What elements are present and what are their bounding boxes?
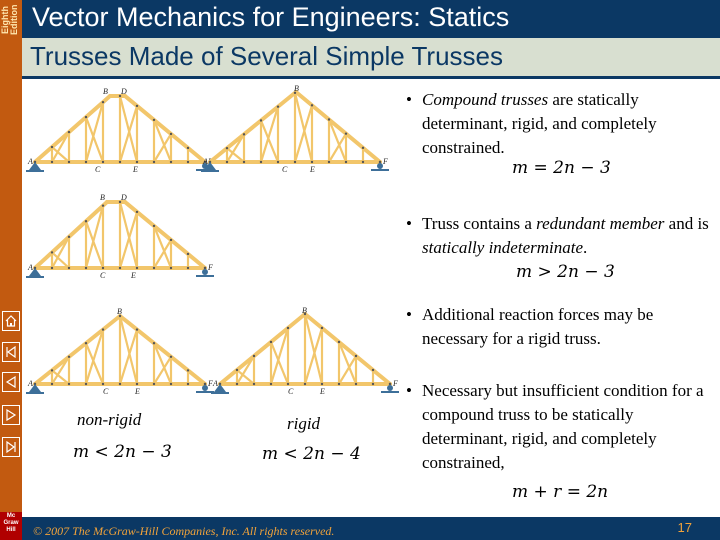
truss-joint-label: A: [28, 379, 33, 388]
truss-joint: [287, 383, 289, 385]
truss-joint: [187, 383, 189, 385]
previous-page-icon: [4, 375, 18, 389]
truss-joint-label: B: [117, 307, 122, 316]
truss-joint: [170, 356, 172, 358]
truss-joint: [136, 383, 138, 385]
truss-joint: [355, 355, 357, 357]
first-page-button[interactable]: [2, 342, 20, 362]
truss-joint-label: A: [213, 379, 218, 388]
bullet-marker: •: [406, 381, 412, 400]
last-page-button[interactable]: [2, 437, 20, 457]
truss-joint: [328, 161, 330, 163]
logo-line: Graw: [3, 520, 19, 526]
home-icon: [4, 314, 18, 328]
truss-joint: [321, 383, 323, 385]
truss-joint: [136, 211, 138, 213]
bullet-body: Truss contains a: [422, 214, 537, 233]
truss-joint: [153, 383, 155, 385]
truss-support-base: [26, 392, 44, 394]
truss-joint: [379, 161, 381, 163]
truss-top-chord: [220, 314, 305, 384]
truss-joint: [236, 369, 238, 371]
subheader-bar: [22, 38, 720, 76]
truss-joint: [170, 383, 172, 385]
truss-joint: [236, 383, 238, 385]
edition-label: [1, 2, 21, 38]
truss-support-base: [201, 170, 219, 172]
truss-joint: [328, 118, 330, 120]
bullet-marker: •: [406, 214, 412, 233]
truss-joint: [187, 253, 189, 255]
sidebar: [0, 0, 22, 540]
next-page-button[interactable]: [2, 405, 20, 425]
truss-joint: [153, 119, 155, 121]
bullet-text: [406, 88, 711, 160]
truss-joint: [136, 267, 138, 269]
equation-rigid: m < 2n − 4: [262, 444, 361, 464]
bullet-text: [406, 212, 711, 260]
truss-support-base: [26, 170, 44, 172]
truss-joint: [68, 383, 70, 385]
truss-joint: [372, 383, 374, 385]
truss-joint: [253, 383, 255, 385]
truss-top-chord: [120, 316, 205, 384]
bullet-body: are statically determinant, rigid, and completely constrained.: [422, 90, 657, 157]
truss-support-base: [196, 275, 214, 277]
footer-bar: [22, 517, 720, 540]
slide-title: Trusses Made of Several Simple Trusses: [30, 41, 503, 71]
truss-figure-compound-2: [200, 84, 400, 180]
first-page-icon: [4, 345, 18, 359]
truss-joint-label: B: [100, 193, 105, 202]
truss-joint: [338, 383, 340, 385]
header-rule: [22, 76, 720, 79]
truss-joint-label: E: [131, 271, 136, 280]
truss-joint: [226, 161, 228, 163]
truss-joint-label: C: [288, 387, 294, 396]
truss-joint: [270, 341, 272, 343]
truss-joint: [311, 104, 313, 106]
truss-joint: [170, 267, 172, 269]
truss-joint: [270, 383, 272, 385]
truss-joint-label: C: [100, 271, 106, 280]
truss-joint: [102, 328, 104, 330]
bullet-text: Necessary but insufficient condition for a compound truss to be statically determinant, rigid, and completely constrained,: [422, 381, 704, 472]
truss-joint: [51, 146, 53, 148]
truss-joint: [136, 105, 138, 107]
truss-joint: [51, 161, 53, 163]
truss-joint-label: F: [393, 379, 398, 388]
truss-joint: [119, 267, 121, 269]
truss-support-base: [26, 276, 44, 278]
truss-joint-label: A: [28, 263, 33, 272]
last-page-icon: [4, 440, 18, 454]
truss-joint: [51, 383, 53, 385]
truss-joint: [277, 105, 279, 107]
truss-joint: [389, 383, 391, 385]
truss-top-chord: [210, 92, 296, 162]
truss-joint: [226, 147, 228, 149]
truss-joint: [68, 267, 70, 269]
truss-joint: [321, 327, 323, 329]
bullet-compound-trusses: [406, 88, 711, 160]
truss-joint-label: F: [383, 157, 388, 166]
mcgraw-hill-logo: [0, 512, 22, 540]
truss-figure-nonrigid: [25, 306, 225, 402]
truss-joint: [153, 267, 155, 269]
truss-joint: [304, 383, 306, 385]
truss-support-base: [371, 169, 389, 171]
truss-joint: [260, 161, 262, 163]
truss-figure-compound-1: [25, 84, 225, 180]
truss-web-member: [52, 147, 69, 162]
truss-joint: [51, 251, 53, 253]
truss-joint-label: F: [208, 263, 213, 272]
previous-page-button[interactable]: [2, 372, 20, 392]
truss-top-chord: [305, 314, 390, 384]
truss-joint: [85, 267, 87, 269]
truss-joint: [68, 356, 70, 358]
truss-joint-label: C: [103, 387, 109, 396]
truss-joint: [170, 133, 172, 135]
logo-line: Hill: [6, 527, 16, 533]
truss-joint-label: D: [121, 193, 127, 202]
truss-support-base: [211, 392, 229, 394]
truss-joint: [102, 161, 104, 163]
copyright-text: © 2007 The McGraw-Hill Companies, Inc. All rights reserved.: [33, 524, 335, 538]
truss-top-chord: [35, 202, 107, 268]
book-title: Vector Mechanics for Engineers: Statics: [32, 2, 510, 32]
truss-joint: [136, 161, 138, 163]
truss-joint: [287, 327, 289, 329]
home-button[interactable]: [2, 311, 20, 331]
header-bar: [22, 0, 720, 38]
edition-line-1: Eighth: [0, 6, 10, 34]
truss-joint: [362, 147, 364, 149]
truss-joint: [204, 383, 206, 385]
bullet-marker: •: [406, 90, 412, 109]
truss-joint: [85, 383, 87, 385]
bullet-necessary-condition: [406, 379, 716, 475]
logo-line: Mc: [6, 513, 16, 519]
truss-joint-label: E: [320, 387, 325, 396]
truss-joint: [102, 101, 104, 103]
edition-line-2: Edition: [9, 4, 19, 36]
truss-joint: [355, 383, 357, 385]
truss-joint-label: C: [282, 165, 288, 174]
truss-joint: [68, 236, 70, 238]
truss-joint: [311, 161, 313, 163]
truss-joint-label: A: [203, 157, 208, 166]
equation-necessary: m + r = 2n: [512, 482, 609, 502]
truss-joint: [170, 239, 172, 241]
truss-joint: [345, 132, 347, 134]
truss-joint-label: F: [208, 379, 213, 388]
caption-nonrigid: non-rigid: [77, 410, 142, 429]
truss-joint: [68, 131, 70, 133]
bullet-term: redundant member: [536, 214, 665, 233]
truss-joint: [85, 116, 87, 118]
bullet-body: and is: [664, 214, 709, 233]
truss-joint-label: E: [135, 387, 140, 396]
truss-joint: [85, 220, 87, 222]
truss-joint: [362, 161, 364, 163]
truss-joint-label: E: [310, 165, 315, 174]
caption-rigid: rigid: [287, 414, 321, 433]
truss-joint: [119, 383, 121, 385]
truss-joint: [85, 161, 87, 163]
truss-joint: [102, 383, 104, 385]
truss-joint: [187, 267, 189, 269]
truss-joint: [153, 161, 155, 163]
truss-figure-redundant: [25, 190, 225, 286]
page-number: 17: [677, 520, 692, 535]
bullet-marker: •: [406, 305, 412, 324]
truss-joint: [102, 204, 104, 206]
truss-joint: [260, 119, 262, 121]
bullet-redundant-member: [406, 212, 711, 260]
equation-nonrigid: m < 2n − 3: [73, 442, 172, 462]
truss-joint-label: B: [302, 306, 307, 315]
truss-joint: [187, 147, 189, 149]
truss-joint: [253, 355, 255, 357]
equation-determinate: m = 2n − 3: [512, 158, 611, 178]
truss-joint-label: E: [133, 165, 138, 174]
bullet-body: .: [583, 238, 588, 257]
truss-joint: [187, 161, 189, 163]
truss-joint: [51, 267, 53, 269]
truss-joint: [85, 342, 87, 344]
truss-support-base: [381, 391, 399, 393]
truss-joint: [153, 225, 155, 227]
truss-top-chord: [35, 316, 120, 384]
truss-joint-label: A: [28, 157, 33, 166]
bullet-text: Additional reaction forces may be necessary for a rigid truss.: [422, 305, 654, 348]
truss-joint: [345, 161, 347, 163]
bullet-term: Compound trusses: [422, 90, 549, 109]
truss-joint: [170, 161, 172, 163]
bullet-reaction-forces: [406, 303, 711, 351]
equation-indeterminate: m > 2n − 3: [516, 262, 615, 282]
truss-joint: [68, 161, 70, 163]
truss-joint: [187, 369, 189, 371]
truss-joint: [294, 161, 296, 163]
truss-joint: [136, 328, 138, 330]
truss-joint-label: C: [95, 165, 101, 174]
truss-joint: [51, 369, 53, 371]
truss-joint: [277, 161, 279, 163]
truss-joint-label: B: [294, 84, 299, 93]
truss-joint-label: D: [121, 87, 127, 96]
truss-joint: [204, 267, 206, 269]
next-page-icon: [4, 408, 18, 422]
truss-joint: [372, 369, 374, 371]
bullet-term: statically indeterminate: [422, 238, 583, 257]
truss-joint: [338, 341, 340, 343]
truss-joint: [102, 267, 104, 269]
truss-joint: [243, 133, 245, 135]
truss-joint: [119, 161, 121, 163]
truss-joint-label: B: [103, 87, 108, 96]
truss-web-member: [52, 252, 69, 268]
truss-joint: [153, 342, 155, 344]
truss-figure-rigid: [210, 306, 410, 402]
truss-joint: [243, 161, 245, 163]
